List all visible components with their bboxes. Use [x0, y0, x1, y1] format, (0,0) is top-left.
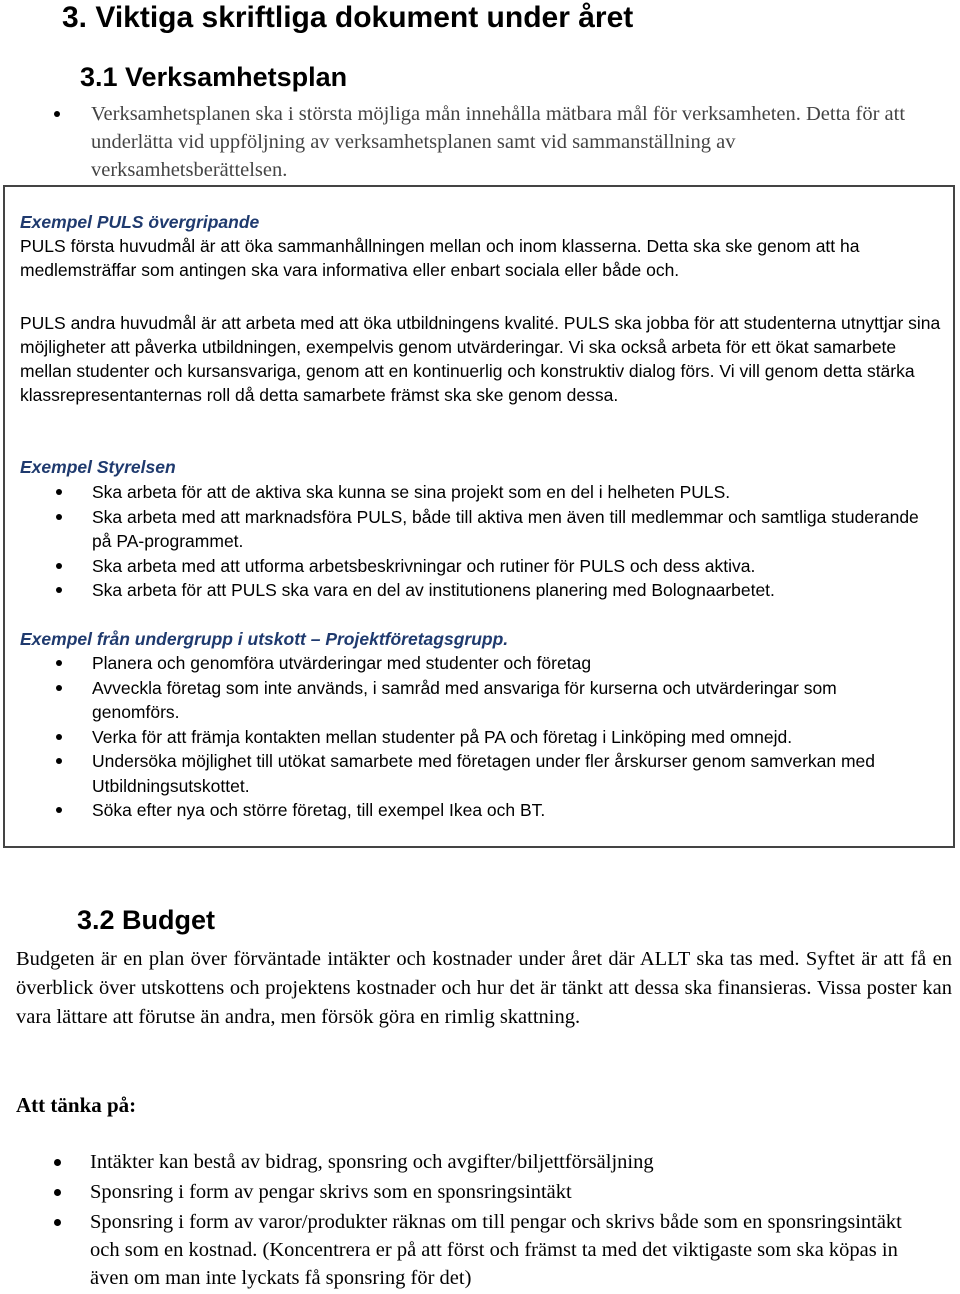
heading-number: 3.2	[77, 905, 115, 935]
list-item: Ska arbeta för att PULS ska vara en del av institutionens planering med Bolognaarbetet.	[92, 578, 922, 603]
undergrupp-list	[92, 651, 922, 823]
list-item: Avveckla företag som inte används, i samråd med ansvariga för kurserna och utvärderingar som genomförs.	[92, 676, 922, 725]
example-paragraph-2	[20, 311, 945, 407]
example-paragraph-1	[20, 234, 945, 282]
list-item: Verksamhetsplanen ska i största möjliga mån innehålla mätbara mål för verksamheten. Detta för att underlätta vid uppföljning av verksamhetsplanen samt vid sammanställning av verksamhetsberättelsen.	[91, 100, 921, 184]
att-tanka-list	[90, 1148, 930, 1294]
list-item: Planera och genomföra utvärderingar med studenter och företag	[92, 651, 922, 676]
att-tanka-heading: Att tänka på:	[16, 1093, 137, 1117]
list-item: Sponsring i form av pengar skrivs som en sponsringsintäkt	[90, 1178, 930, 1206]
text-span: PULS andra huvudmål är att arbeta med att öka utbildningens kvalité.	[20, 313, 559, 333]
example-heading-styrelsen: Exempel Styrelsen	[20, 457, 176, 477]
section-heading-budget	[77, 903, 215, 937]
list-item: Intäkter kan bestå av bidrag, sponsring och avgifter/biljettförsäljning	[90, 1148, 930, 1176]
list-item: Ska arbeta med att utforma arbetsbeskrivningar och rutiner för PULS och dess aktiva.	[92, 554, 922, 579]
styrelsen-list	[92, 480, 922, 603]
list-item: Sponsring i form av varor/produkter räknas om till pengar och skrivs både som en sponsringsintäkt och som en kostnad. (Koncentrera er på att först och främst ta med det viktigaste som ska köpas in även om man inte lyckats få sponsring för det)	[90, 1208, 930, 1292]
text-span: Vi vill genom detta stärka klassrepresentanternas roll då detta samarbete främst ska ske genom dessa.	[20, 361, 915, 405]
document-heading: 3. Viktiga skriftliga dokument under året	[62, 1, 634, 34]
list-item: Söka efter nya och större företag, till exempel Ikea och BT.	[92, 798, 922, 823]
examples-box	[3, 185, 955, 848]
heading-part: Exempel från undergrupp i utskott –	[20, 629, 326, 649]
text-span: Detta ska ske genom att ha medlemsträffar som antingen ska vara informativa eller enbart sociala eller både och.	[20, 236, 860, 280]
heading-part: Projektföretagsgrupp.	[325, 629, 509, 649]
list-item: Ska arbeta med att marknadsföra PULS, både till aktiva men även till medlemmar och samtliga studerande på PA-programmet.	[92, 505, 922, 554]
example-heading-puls: Exempel PULS övergripande	[20, 212, 260, 232]
section-heading-verksamhetsplan: 3.1 Verksamhetsplan	[80, 62, 348, 92]
list-item: Verka för att främja kontakten mellan studenter på PA och företag i Linköping med omnejd.	[92, 725, 922, 750]
heading-text: Budget	[114, 905, 216, 935]
list-item: Undersöka möjlighet till utökat samarbete med företagen under fler årskurser genom samverkan med Utbildningsutskottet.	[92, 749, 922, 798]
example-heading-undergrupp	[20, 627, 945, 651]
text-span: PULS första huvudmål är att öka sammanhållningen mellan och inom klasserna.	[20, 236, 642, 256]
list-item: Ska arbeta för att de aktiva ska kunna se sina projekt som en del i helheten PULS.	[92, 480, 922, 505]
text-span: Vi ska också arbeta för ett ökat samarbete mellan studenter och kursansvariga, genom att en kontinuerlig och konstruktiv dialog förs.	[20, 337, 897, 381]
text-span: PULS ska jobba för att studenterna utnyttjar sina möjligheter att påverka utbildningen, exempelvis genom utvärderingar.	[20, 313, 941, 357]
budget-paragraph: Budgeten är en plan över förväntade intäkter och kostnader under året där ALLT ska tas med. Syftet är att få en överblick över utskottens och projektens kostnader och hur det är tänkt att dessa ska finansieras. Vissa poster kan vara lättare att förutse än andra, men försök göra en rimlig skattning.	[16, 948, 952, 1028]
intro-list	[91, 100, 921, 184]
